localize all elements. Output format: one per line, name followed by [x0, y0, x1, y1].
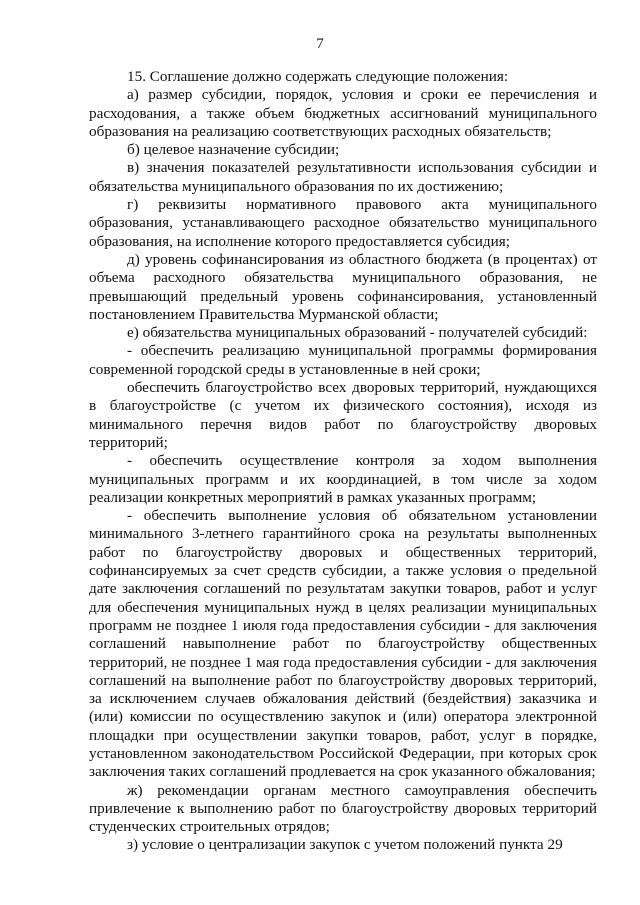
paragraph-a: а) размер субсидии, порядок, условия и сроки ее перечисления и расходования, а также объем бюджетных ассигнований муниципального образования на реализацию соответствующих расходных обязательств;	[89, 86, 597, 140]
list-item-guarantee: - обеспечить выполнение условия об обязательном установлении минимального 3-летнего гарантийного срока на результаты выполненных работ по благоустройству дворовых и общественных территорий, софинансируемых за счет средств субсидии, а также условия о предельной дате заключения соглашений по результатам закупки товаров, работ и услуг для обеспечения муниципальных нужд в целях реализации муниципальных программ не позднее 1 июля года предоставления субсидии - для заключения соглашений навыполнение работ по благоустройству общественных территорий, не позднее 1 мая года предоставления субсидии - для заключения соглашений на выполнение работ по благоустройству дворовых территорий, за исключением случаев обжалования действий (бездействия) заказчика и (или) комиссии по осуществлению закупок и (или) оператора электронной площадки при осуществлении закупки товаров, работ, услуг в порядке, установленном законодательством Российской Федерации, при которых срок заключения таких соглашений продлевается на срок указанного обжалования;	[89, 507, 597, 781]
paragraph-b: б) целевое назначение субсидии;	[127, 141, 340, 159]
paragraph-zh: ж) рекомендации органам местного самоуправления обеспечить привлечение к выполнению работ по благоустройству дворовых территорий студенческих строительных отрядов;	[89, 781, 597, 836]
page-number: 7	[316, 36, 324, 52]
list-item-control: - обеспечить осуществление контроля за ходом выполнения муниципальных программ и их координацией, в том числе за ходом реализации конкретных мероприятий в рамках указанных программ;	[89, 452, 597, 506]
paragraph-v: в) значения показателей результативности использования субсидии и обязательства муниципального образования по их достижению;	[89, 159, 597, 195]
paragraph-g: г) реквизиты нормативного правового акта муниципального образования, устанавливающего расходное обязательство муниципального образования, на исполнение которого предоставляется субсидия;	[89, 196, 597, 250]
paragraph-z: з) условие о централизации закупок с учетом положений пункта 29	[127, 836, 563, 854]
paragraph-d: д) уровень софинансирования из областного бюджета (в процентах) от объема расходного обязательства муниципального образования, не превышающий предельный уровень софинансирования, установленный постановлением Правительства Мурманской области;	[89, 250, 597, 323]
paragraph-e: е) обязательства муниципальных образований - получателей субсидий:	[127, 324, 588, 342]
paragraph-intro: 15. Соглашение должно содержать следующие положения:	[127, 68, 509, 85]
list-item-yards: обеспечить благоустройство всех дворовых территорий, нуждающихся в благоустройстве (с учетом их физического состояния), исходя из минимального перечня видов работ по благоустройству дворовых территорий;	[89, 379, 597, 451]
list-item-program: - обеспечить реализацию муниципальной программы формирования современной городской среды в установленные в ней сроки;	[89, 342, 597, 378]
document-body	[89, 68, 597, 855]
